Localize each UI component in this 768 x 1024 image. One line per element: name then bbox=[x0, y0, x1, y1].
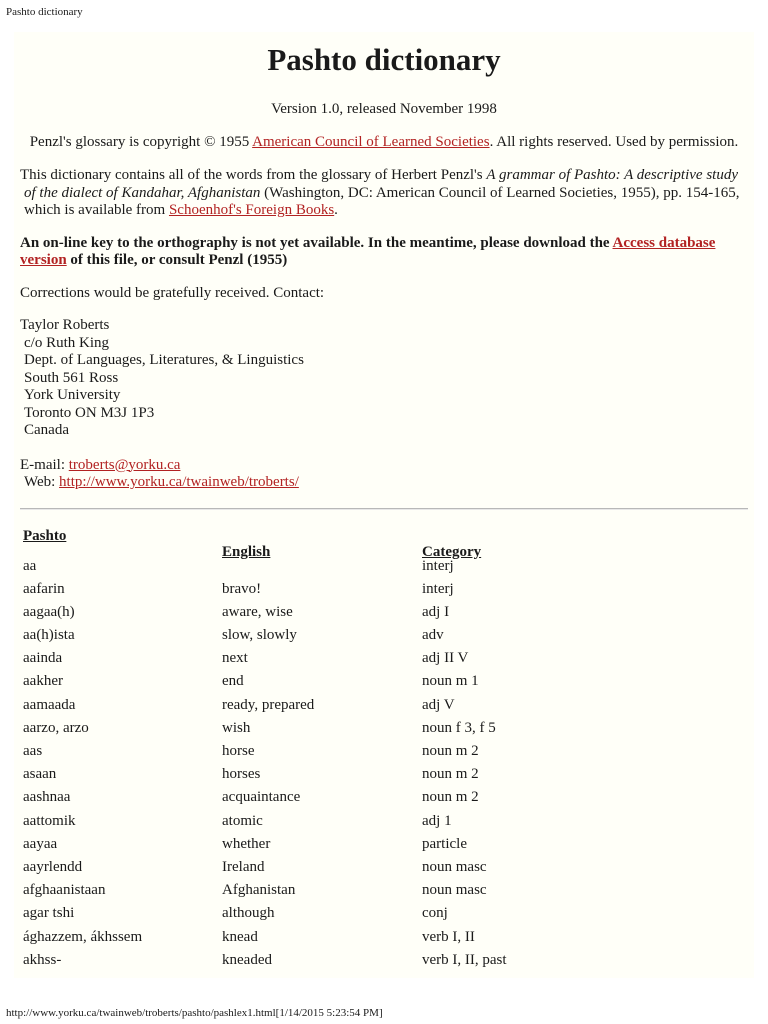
english-cell: end bbox=[222, 673, 244, 690]
table-row bbox=[20, 581, 748, 604]
category-cell: noun masc bbox=[422, 858, 487, 875]
pashto-cell: aarzo, arzo bbox=[23, 719, 89, 736]
table-row bbox=[20, 720, 748, 743]
description-line1-text: This dictionary contains all of the words from the glossary of Herbert Penzl's bbox=[20, 167, 487, 183]
page-title: Pashto dictionary bbox=[267, 42, 501, 77]
pashto-cell: aayrlendd bbox=[23, 858, 83, 875]
print-footer: http://www.yorku.ca/twainweb/troberts/pashto/pashlex1.html[1/14/2015 5:23:54 PM] bbox=[6, 1007, 383, 1019]
pashto-cell: asaan bbox=[23, 766, 57, 783]
pashto-cell: agar tshi bbox=[23, 905, 75, 922]
category-cell: noun m 2 bbox=[422, 789, 479, 806]
email-label: E-mail: bbox=[20, 456, 69, 473]
table-row bbox=[20, 766, 748, 789]
english-cell: slow, slowly bbox=[222, 627, 297, 644]
category-cell: adj V bbox=[422, 696, 455, 713]
english-cell: ready, prepared bbox=[222, 696, 315, 713]
table-row bbox=[20, 650, 748, 673]
pashto-cell: aafarin bbox=[23, 580, 65, 597]
description-paragraph bbox=[20, 167, 748, 220]
table-body bbox=[20, 558, 748, 975]
address-line: Toronto ON M3J 1P3 bbox=[24, 404, 155, 421]
book-title-part1: A grammar of Pashto: A descriptive study bbox=[486, 167, 738, 183]
category-cell: conj bbox=[422, 905, 448, 922]
address-line: c/o Ruth King bbox=[24, 334, 109, 351]
category-cell: noun m 2 bbox=[422, 743, 479, 759]
column-header-english: English bbox=[222, 543, 271, 560]
address-line: Taylor Roberts bbox=[20, 317, 110, 333]
address-line: York University bbox=[24, 387, 121, 403]
category-cell: noun f 3, f 5 bbox=[422, 719, 496, 736]
table-row bbox=[20, 882, 748, 905]
category-cell: adv bbox=[422, 627, 444, 644]
table-row bbox=[20, 627, 748, 650]
table-row bbox=[20, 697, 748, 720]
category-cell: noun m 2 bbox=[422, 766, 479, 783]
english-cell: atomic bbox=[222, 812, 263, 829]
pashto-cell: afghaanistaan bbox=[23, 882, 106, 899]
category-cell: adj I bbox=[422, 603, 450, 620]
english-cell: horses bbox=[222, 766, 261, 783]
column-header-category: Category bbox=[422, 543, 482, 560]
english-cell: kneaded bbox=[222, 951, 272, 968]
table-row bbox=[20, 859, 748, 882]
table-row bbox=[20, 836, 748, 859]
copyright-line bbox=[20, 134, 748, 152]
pashto-cell: aattomik bbox=[23, 812, 76, 829]
orthography-notice bbox=[20, 235, 748, 270]
category-cell: adj II V bbox=[422, 650, 469, 667]
notice-prefix: An on-line key to the orthography is not yet available. In the meantime, please download the bbox=[20, 234, 613, 251]
pashto-cell: aagaa(h) bbox=[23, 603, 75, 620]
horizontal-rule bbox=[20, 508, 748, 510]
notice-suffix: of this file, or consult Penzl (1955) bbox=[66, 252, 288, 268]
table-row bbox=[20, 558, 748, 581]
contact-address bbox=[20, 317, 748, 440]
web-label: Web: bbox=[24, 474, 60, 490]
category-cell: noun m 1 bbox=[422, 673, 479, 690]
acls-link[interactable]: American Council of Learned Societies bbox=[252, 133, 490, 150]
pashto-cell: aashnaa bbox=[23, 789, 71, 806]
english-cell: acquaintance bbox=[222, 789, 301, 806]
access-database-link[interactable]: Access database version bbox=[20, 234, 716, 268]
dictionary-table bbox=[20, 524, 748, 984]
english-cell: next bbox=[222, 650, 248, 667]
version-line: Version 1.0, released November 1998 bbox=[271, 101, 497, 117]
pashto-cell: ághazzem, ákhssem bbox=[23, 928, 143, 945]
table-row bbox=[20, 673, 748, 696]
pashto-cell: aa(h)ista bbox=[23, 627, 75, 644]
category-cell: verb I, II bbox=[422, 928, 475, 945]
website-link[interactable]: http://www.yorku.ca/twainweb/troberts/ bbox=[59, 474, 299, 490]
schoenhofs-link[interactable]: Schoenhof's Foreign Books bbox=[168, 202, 335, 218]
table-row bbox=[20, 952, 748, 975]
table-row bbox=[20, 813, 748, 836]
pashto-cell: aayaa bbox=[23, 835, 58, 852]
description-line3-text: which is available from bbox=[24, 202, 169, 218]
pashto-cell: aas bbox=[23, 743, 43, 759]
column-header-pashto: Pashto bbox=[23, 527, 67, 544]
description-line3-end: . bbox=[334, 202, 338, 218]
table-row bbox=[20, 929, 748, 952]
pashto-cell: akhss- bbox=[23, 951, 62, 968]
address-line: Canada bbox=[24, 422, 69, 438]
address-line: Dept. of Languages, Literatures, & Linguistics bbox=[24, 352, 304, 368]
pashto-cell: aamaada bbox=[23, 696, 76, 713]
document-page bbox=[14, 32, 754, 978]
english-cell: Afghanistan bbox=[222, 882, 296, 899]
table-row bbox=[20, 789, 748, 812]
copyright-prefix: Penzl's glossary is copyright © 1955 bbox=[29, 133, 253, 150]
pashto-cell: aainda bbox=[23, 650, 63, 667]
table-row bbox=[20, 905, 748, 928]
copyright-suffix: . All rights reserved. Used by permission. bbox=[489, 133, 739, 150]
english-cell: horse bbox=[222, 743, 255, 759]
corrections-line: Corrections would be gratefully received. Contact: bbox=[20, 284, 325, 301]
pashto-cell: aa bbox=[23, 557, 37, 574]
contact-links bbox=[20, 457, 748, 492]
english-cell: Ireland bbox=[222, 858, 265, 875]
category-cell: particle bbox=[422, 835, 467, 852]
category-cell: verb I, II, past bbox=[422, 951, 507, 968]
category-cell: interj bbox=[422, 557, 454, 574]
description-line2-text: (Washington, DC: American Council of Learned Societies, 1955), pp. 154-165, bbox=[260, 184, 740, 201]
category-cell: noun masc bbox=[422, 882, 487, 899]
english-cell: aware, wise bbox=[222, 603, 293, 620]
category-cell: interj bbox=[422, 580, 454, 597]
english-cell: although bbox=[222, 905, 275, 922]
book-title-part2: of the dialect of Kandahar, Afghanistan bbox=[24, 184, 261, 201]
english-cell: whether bbox=[222, 835, 271, 852]
english-cell: knead bbox=[222, 928, 258, 945]
email-link[interactable]: troberts@yorku.ca bbox=[68, 456, 181, 473]
english-cell: bravo! bbox=[222, 580, 262, 597]
print-header: Pashto dictionary bbox=[6, 6, 83, 18]
table-row bbox=[20, 604, 748, 627]
english-cell: wish bbox=[222, 719, 251, 736]
pashto-cell: aakher bbox=[23, 673, 63, 690]
category-cell: adj 1 bbox=[422, 812, 452, 829]
table-row bbox=[20, 743, 748, 766]
address-line: South 561 Ross bbox=[24, 369, 119, 386]
